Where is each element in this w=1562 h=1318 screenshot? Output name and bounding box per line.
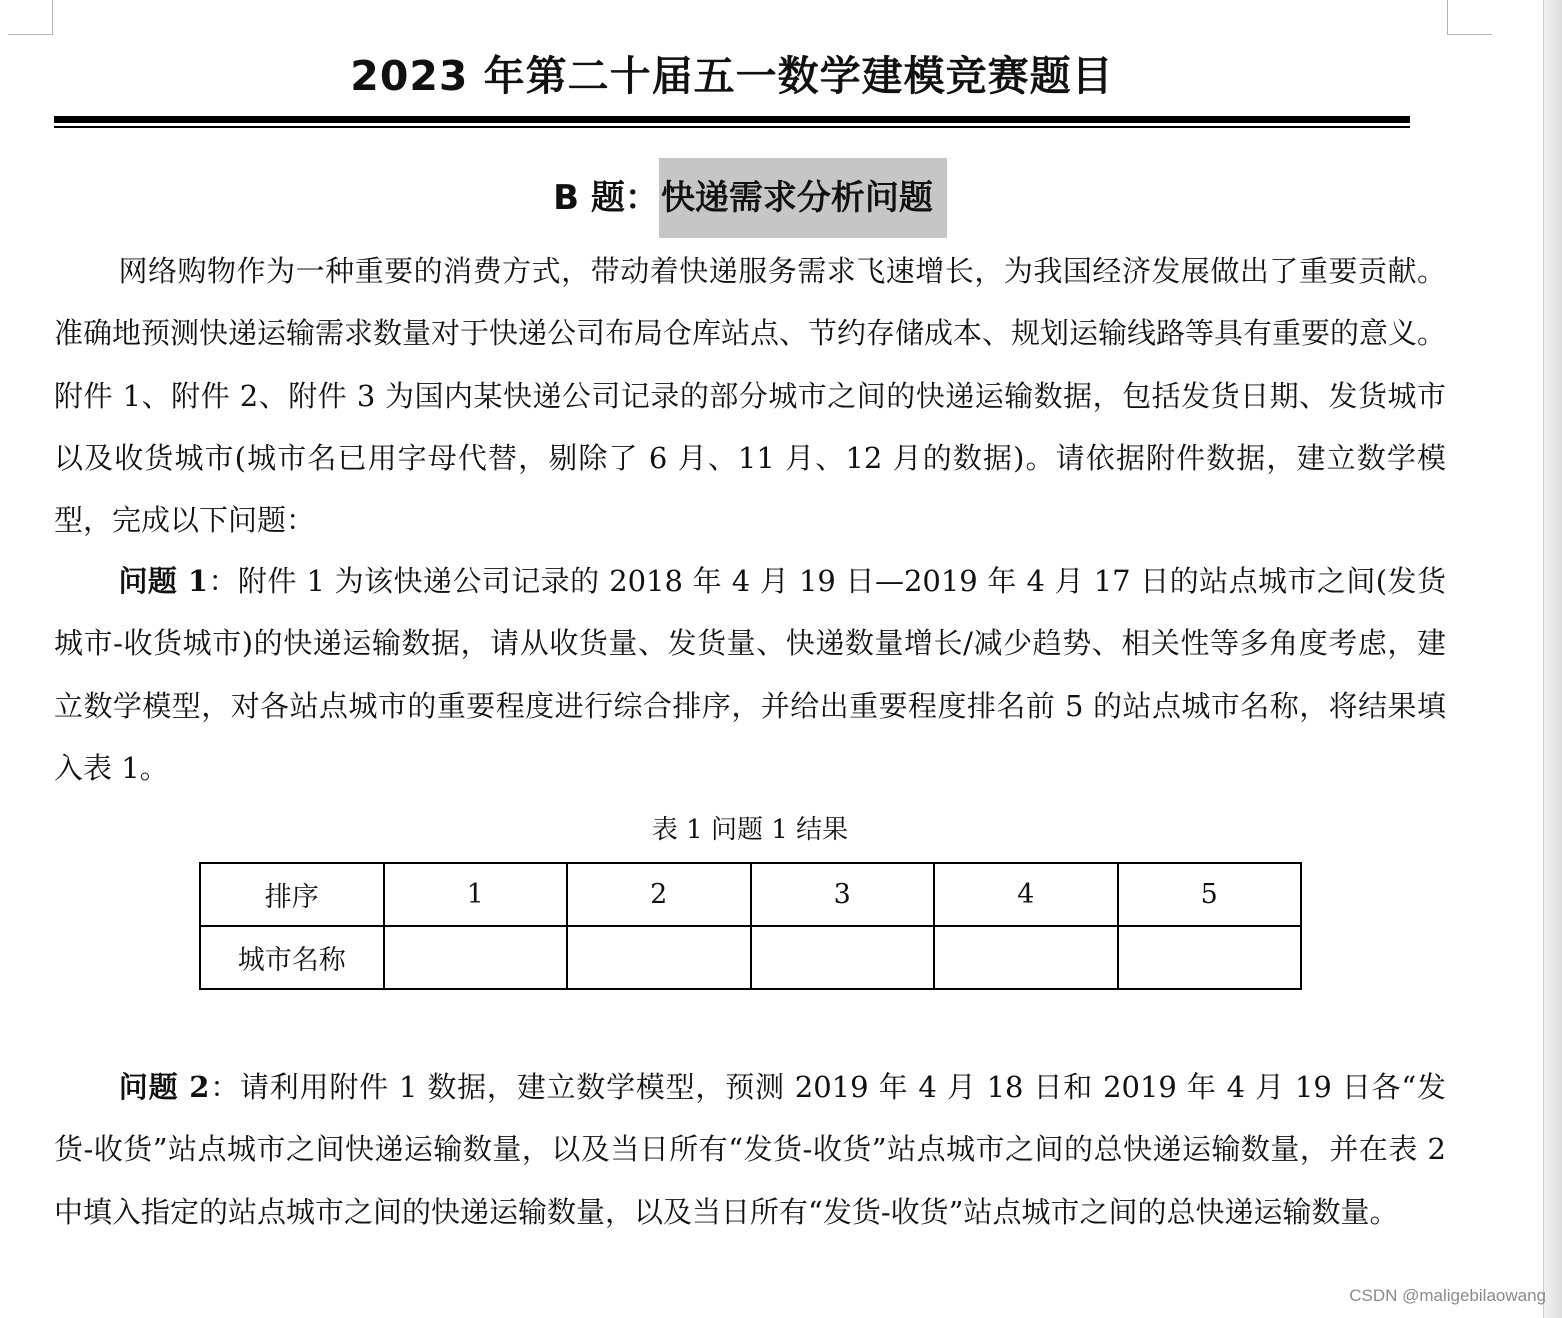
crop-mark-top-right — [1447, 0, 1492, 35]
question-2-label: 问题 2 — [118, 1070, 210, 1104]
table-city-row — [200, 926, 1301, 989]
rank-cell: 1 — [384, 863, 568, 926]
rank-cell: 2 — [567, 863, 751, 926]
question-2-paragraph — [54, 1056, 1446, 1243]
rank-cell: 3 — [751, 863, 935, 926]
table-1-caption: 表 1 问题 1 结果 — [651, 815, 849, 845]
problem-subtitle — [0, 158, 1500, 238]
city-cell[interactable] — [384, 926, 568, 989]
city-cell[interactable] — [567, 926, 751, 989]
table-row-label: 城市名称 — [200, 926, 384, 989]
intro-text: 网络购物作为一种重要的消费方式，带动着快递服务需求飞速增长，为我国经济发展做出了重要贡献。准确地预测快递运输需求数量对于快递公司布局仓库站点、节约存储成本、规划运输线路等具有重要的意义。附件 1、附件 2、附件 3 为国内某快递公司记录的部分城市之间的快递运输数据，包括发货日期、发货城市以及收货城市(城市名已用字母代替，剔除了 6 月、11 月、12 月的数据)。请依据附件数据，建立数学模型，完成以下问题： — [54, 254, 1447, 538]
question-1-label: 问题 1 — [118, 564, 209, 598]
question-2-text: ：请利用附件 1 数据，建立数学模型，预测 2019 年 4 月 18 日和 2019 年 4 月 19 日各“发货-收货”站点城市之间快递运输数量，以及当日所有“发货-收货”站点城市之间的总快递运输数量，并在表 2 中填入指定的站点城市之间的快递运输数量，以及当日所有“发货-收货”站点城市之间的总快递运输数量。 — [54, 1070, 1446, 1229]
city-cell[interactable] — [751, 926, 935, 989]
question-1-paragraph — [54, 550, 1446, 799]
title-rule-thick — [54, 116, 1410, 123]
question-1-text: ：附件 1 为该快递公司记录的 2018 年 4 月 19 日—2019 年 4 月 17 日的站点城市之间(发货城市-收货城市)的快递运输数据，请从收货量、发货量、快递数量增长/减少趋势、相关性等多角度考虑，建立数学模型，对各站点城市的重要程度进行综合排序，并给出重要程度排名前 5 的站点城市名称，将结果填入表 1。 — [54, 564, 1446, 785]
subtitle-prefix: B 题： — [553, 178, 659, 218]
watermark: CSDN @maligebilaowang — [1349, 1286, 1546, 1305]
city-cell[interactable] — [1118, 926, 1302, 989]
page-edge — [1543, 0, 1562, 1318]
intro-paragraph — [54, 240, 1446, 551]
rank-cell: 5 — [1118, 863, 1302, 926]
table-header-label: 排序 — [200, 863, 384, 926]
city-cell[interactable] — [934, 926, 1118, 989]
rank-cell: 4 — [934, 863, 1118, 926]
subtitle-highlighted-text[interactable]: 快递需求分析问题 — [659, 158, 947, 238]
title-rule-thin — [54, 126, 1410, 128]
crop-mark-top-left — [8, 0, 53, 35]
table-header-row — [200, 863, 1301, 926]
table-1 — [199, 862, 1302, 990]
document-title: 2023 年第二十届五一数学建模竞赛题目 — [350, 52, 1114, 100]
